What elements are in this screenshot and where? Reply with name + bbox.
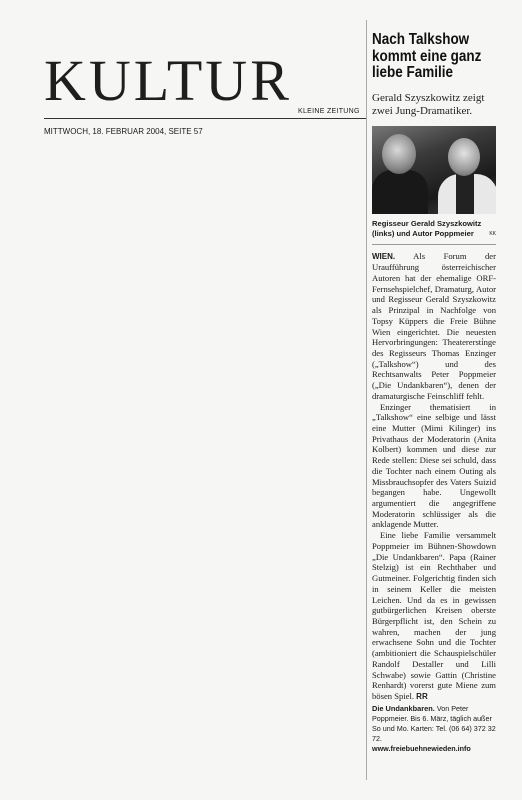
article-paragraph: Eine liebe Familie versammelt Poppmeier im Bühnen-Showdown „Die Undankbaren“. Papa (Rainer Stelzig) ist ein Rechthaber und Gutmeiner. Folgerichtig finden sich in seinem Keller die meisten Leichen. Und da es in gewissen gutbürgerlichen Kreisen oberste Bürgerpflicht ist, den Schein zu wahren, machen der jung erwachsene Sohn und die Tochter (ambitioniert die Schauspielschüler Randolf Destaller und Lilli Schwabe) sowie Gattin (Christine Renhardt) vorerst gute Miene zum bösen Spiel. RR xyxy=(372,530,496,701)
article-paragraph: Enzinger thematisiert in „Talkshow“ eine selbige und lässt eine Mutter (Mimi Kilinger) ins Privathaus der Moderatorin (Anita Kolbert) kommen und diese zur Rede stellen: Diese sei schuld, dass die Tochter nach einem Outing als Missbrauchsopfer des Vaters Suizid begangen habe. Ungewollt argumentiert die angegriffene Moderatorin schlüssiger als die anklagende Mutter. xyxy=(372,401,496,530)
paper-name: KLEINE ZEITUNG xyxy=(298,108,360,115)
photo-caption-text: Regisseur Gerald Szyszkowitz (links) und Autor Poppmeier xyxy=(372,218,482,238)
column-separator xyxy=(366,20,367,780)
event-title: Die Undankbaren. xyxy=(372,703,435,713)
article-subhead: Gerald Szyszkowitz zeigt zwei Jung-Dramatiker. xyxy=(372,91,485,117)
article-headline: Nach Talkshow kommt eine ganz liebe Familie xyxy=(372,31,482,81)
article-column xyxy=(372,32,496,754)
author-initials: RR xyxy=(416,691,428,701)
caption-divider xyxy=(372,244,496,245)
photo-credit: KK xyxy=(489,230,496,237)
event-info xyxy=(372,704,496,754)
masthead-title: KULTUR xyxy=(44,48,292,113)
event-url: www.freiebuehnewieden.info xyxy=(372,743,471,753)
dateline: MITTWOCH, 18. FEBRUAR 2004, SEITE 57 xyxy=(44,127,203,136)
masthead-rule xyxy=(44,118,366,119)
article-photo xyxy=(372,126,496,214)
photo-caption xyxy=(372,219,496,239)
event-details: Von Peter Poppmeier. Bis 6. März, täglich außer So und Mo. Karten: Tel. (06 64) 372 32 72. xyxy=(372,703,496,743)
article-paragraph: WIEN. Als Forum der Uraufführung österreichischer Autoren hat der ehemalige ORF-Fernsehspielchef, Dramaturg, Autor und Regisseur Gerald Szyszkowitz als Prinzipal in Nachfolge von Topsy Küppers die Freie Bühne Wien eingerichtet. Die neuesten Hervorbringungen: Theaterersti̇nge des Regisseurs Thomas Enzinger („Talkshow“) und des Rechtsanwalts Peter Poppmeier („Die Undankbaren“), denen der dramaturgische Feinschliff fehlt. xyxy=(372,250,496,401)
article-place: WIEN. xyxy=(372,251,396,261)
article-body xyxy=(372,251,496,703)
